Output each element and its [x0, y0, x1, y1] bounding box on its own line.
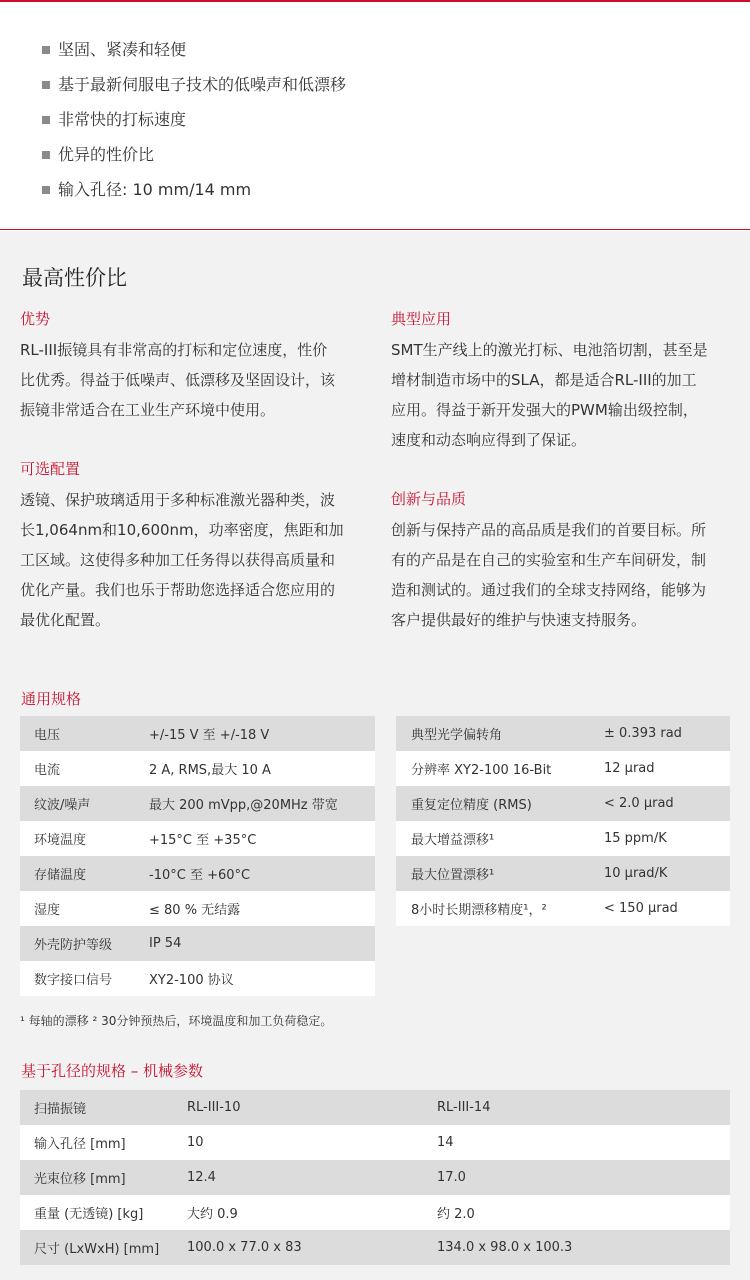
innovation-title: 创新与品质	[391, 490, 467, 508]
table-row: 最大增益漂移¹ 15 ppm/K	[396, 821, 730, 856]
feature-item: 输入孔径: 10 mm/14 mm	[42, 172, 346, 207]
square-bullet-icon	[42, 116, 50, 124]
table-row: 8小时长期漂移精度¹，² < 150 µrad	[396, 891, 730, 926]
advantages-title: 优势	[20, 310, 51, 328]
feature-item: 优异的性价比	[42, 137, 346, 172]
general-specs-table-left	[20, 716, 375, 996]
options-title: 可选配置	[20, 460, 81, 478]
general-specs-title: 通用规格	[21, 690, 82, 708]
mech-specs-title: 基于孔径的规格 – 机械参数	[21, 1062, 204, 1080]
table-row: 电压 +/-15 V 至 +/-18 V	[20, 716, 375, 751]
feature-list	[42, 32, 346, 207]
table-row: 重复定位精度 (RMS) < 2.0 µrad	[396, 786, 730, 821]
table-row: 数字接口信号 XY2-100 协议	[20, 961, 375, 996]
square-bullet-icon	[42, 81, 50, 89]
square-bullet-icon	[42, 46, 50, 54]
applications-text: SMT生产线上的激光打标、电池箔切割，甚至是 增材制造市场中的SLA，都是适合RL-III的加工 应用。得益于新开发强大的PWM输出级控制， 速度和动态响应得到了保证。	[391, 341, 708, 449]
general-specs-table-right	[396, 716, 730, 926]
table-row: 最大位置漂移¹ 10 µrad/K	[396, 856, 730, 891]
innovation-text: 创新与保持产品的高品质是我们的首要目标。所 有的产品是在自己的实验室和生产车间研发，制 造和测试的。通过我们的全球支持网络，能够为 客户提供最好的维护与快速支持服务。	[391, 521, 707, 629]
feature-item: 坚固、紧凑和轻便	[42, 32, 346, 67]
feature-section	[0, 2, 750, 230]
table-row: 分辨率 XY2-100 16-Bit 12 µrad	[396, 751, 730, 786]
options-text: 透镜、保护玻璃适用于多种标准激光器种类，波 长1,064nm和10,600nm，功率密度，焦距和加 工区域。这使得多种加工任务得以获得高质量和 优化产量。我们也乐于帮助您选择适合您应用的 最优化配置。	[20, 491, 344, 629]
applications-title: 典型应用	[391, 310, 452, 328]
square-bullet-icon	[42, 186, 50, 194]
table-row: 存储温度 -10°C 至 +60°C	[20, 856, 375, 891]
square-bullet-icon	[42, 151, 50, 159]
mech-specs-table	[20, 1090, 730, 1265]
table-row: 外壳防护等级 IP 54	[20, 926, 375, 961]
table-row: 湿度 ≤ 80 % 无结露	[20, 891, 375, 926]
table-row: 环境温度 +15°C 至 +35°C	[20, 821, 375, 856]
table-row: 重量 (无透镜) [kg] 大约 0.9 约 2.0	[20, 1195, 730, 1230]
page-title: 最高性价比	[22, 266, 127, 290]
table-row: 光束位移 [mm] 12.4 17.0	[20, 1160, 730, 1195]
table-row: 电流 2 A, RMS,最大 10 A	[20, 751, 375, 786]
table-row: 尺寸 (LxWxH) [mm] 100.0 x 77.0 x 83 134.0 x 98.0 x 100.3	[20, 1230, 730, 1265]
table-row: 输入孔径 [mm] 10 14	[20, 1125, 730, 1160]
feature-item: 基于最新伺服电子技术的低噪声和低漂移	[42, 67, 346, 102]
table-row: 扫描振镜 RL-III-10 RL-III-14	[20, 1090, 730, 1125]
feature-item: 非常快的打标速度	[42, 102, 346, 137]
main-content	[0, 231, 750, 1280]
footnote: ¹ 每轴的漂移 ² 30分钟预热后，环境温度和加工负荷稳定。	[20, 1014, 333, 1028]
table-row: 典型光学偏转角 ± 0.393 rad	[396, 716, 730, 751]
table-row: 纹波/噪声 最大 200 mVpp,@20MHz 带宽	[20, 786, 375, 821]
advantages-text: RL-III振镜具有非常高的打标和定位速度，性价 比优秀。得益于低噪声、低漂移及坚固设计，该 振镜非常适合在工业生产环境中使用。	[20, 341, 336, 419]
